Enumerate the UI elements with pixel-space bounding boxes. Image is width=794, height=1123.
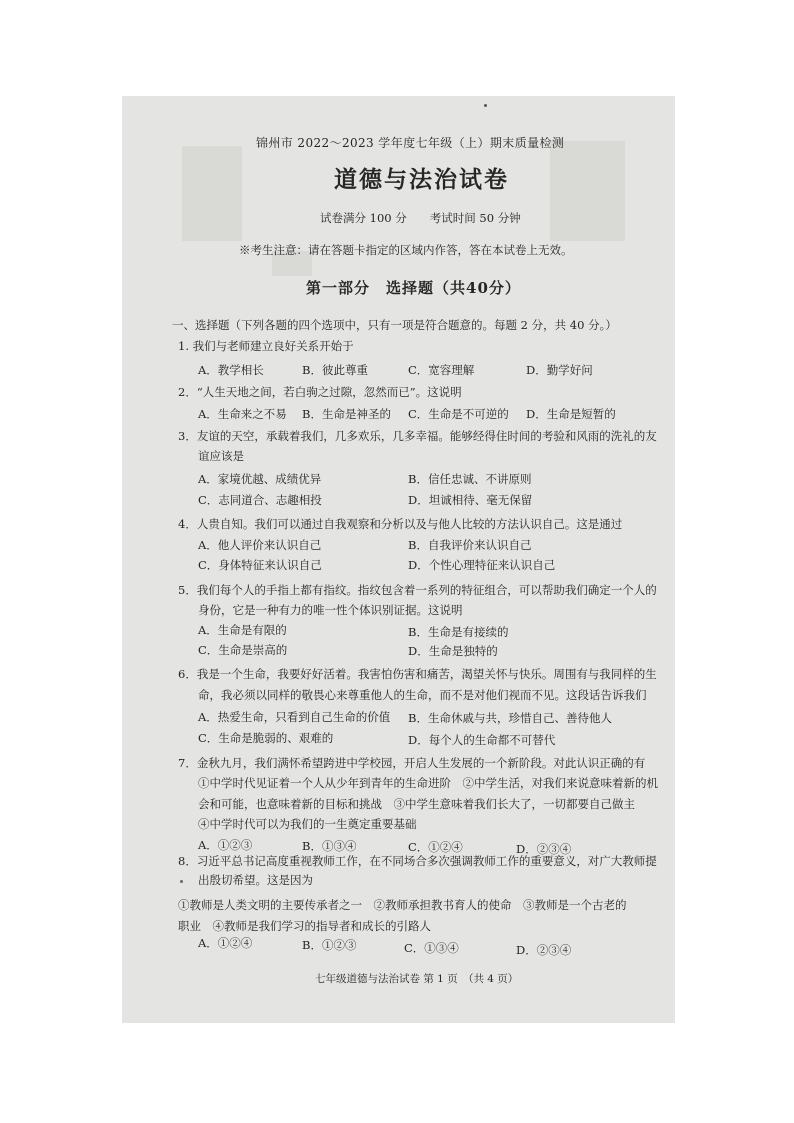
answer-option: D．②③④: [516, 842, 572, 856]
bleed-through-rect: [550, 141, 625, 241]
answer-option: C．生命是脆弱的、艰难的: [198, 731, 334, 745]
answer-option: B．自我评价来认识自己: [408, 538, 532, 552]
answer-option: D．勤学好问: [526, 363, 593, 377]
question-stem: ①中学时代见证着一个人从少年到青年的生命进阶 ②中学生活，对我们来说意味着新的机: [198, 776, 658, 790]
section-instruction: 一、选择题（下列各题的四个选项中，只有一项是符合题意的。每题 2 分，共 40 分。）: [172, 318, 617, 332]
paper-title: 道德与法治试卷: [334, 166, 509, 193]
answer-option: D．个性心理特征来认识自己: [408, 558, 556, 572]
question-stem: 出殷切希望。这是因为: [198, 873, 313, 887]
speck-mark: [484, 104, 487, 107]
question-stem: 谊应该是: [198, 449, 244, 463]
question-stem: 1. 我们与老师建立良好关系开始于: [178, 339, 354, 353]
answer-option: A．热爱生命，只看到自己生命的价值: [198, 710, 391, 724]
answer-option: D．每个人的生命都不可替代: [408, 733, 556, 747]
answer-option: A．生命来之不易: [198, 407, 287, 421]
answer-option: D．②③④: [516, 943, 572, 957]
answer-option: A．他人评价来认识自己: [198, 538, 322, 552]
question-stem: 会和可能，也意味着新的目标和挑战 ③中学生意味着我们长大了，一切都要自己做主: [198, 797, 635, 811]
answer-option: D．坦诚相待、毫无保留: [408, 493, 533, 507]
answer-option: C．生命是不可逆的: [408, 407, 509, 421]
answer-option: C．生命是崇高的: [198, 643, 288, 657]
question-stem: 2．“人生天地之间，若白驹之过隙，忽然而已”。这说明: [178, 385, 462, 399]
answer-option: D．生命是短暂的: [526, 407, 616, 421]
question-stem: 职业 ④教师是我们学习的指导者和成长的引路人: [178, 919, 431, 933]
question-stem: 命，我必须以同样的敬畏心来尊重他人的生命，而不是对他们视而不见。这段话告诉我们: [198, 688, 647, 702]
answer-option: B．生命是神圣的: [302, 407, 391, 421]
exam-paper-photo: [122, 96, 675, 1023]
question-stem: ④中学时代可以为我们的一生奠定重要基础: [198, 817, 417, 831]
answer-option: A．家境优越、成绩优异: [198, 472, 322, 486]
answer-option: A．教学相长: [198, 363, 264, 377]
answer-option: C．志同道合、志趣相投: [198, 493, 322, 507]
answer-option: C．①③④: [404, 941, 459, 955]
question-stem: 3．友谊的天空，承载着我们，几多欢乐，几多幸福。能够经得住时间的考验和风雨的洗礼的友: [178, 429, 657, 443]
answer-option: A．①②④: [198, 936, 253, 950]
answer-option: C．宽容理解: [408, 363, 475, 377]
answer-option: C．①②④: [408, 840, 463, 854]
answer-option: B．①②③: [302, 938, 357, 952]
question-stem: 5．我们每个人的手指上都有指纹。指纹包含着一系列的特征组合，可以帮助我们确定一个人的: [178, 583, 657, 597]
answer-option: B．生命休戚与共，珍惜自己、善待他人: [408, 711, 612, 725]
answer-option: B．①③④: [302, 839, 357, 853]
question-stem: ①教师是人类文明的主要传承者之一 ②教师承担教书育人的使命 ③教师是一个古老的: [178, 898, 627, 912]
question-stem: 身份，它是一种有力的唯一性个体识别证据。这说明: [198, 603, 463, 617]
bleed-through-rect: [182, 146, 242, 241]
exam-info: 试卷满分 100 分 考试时间 50 分钟: [320, 211, 521, 225]
answer-option: A．①②③: [198, 838, 253, 852]
question-stem: 7．金秋九月，我们满怀希望跨进中学校园，开启人生发展的一个新阶段。对此认识正确的有: [178, 756, 646, 770]
answer-option: B．彼此尊重: [302, 363, 368, 377]
speck-mark: [180, 880, 183, 883]
answer-option: A．生命是有限的: [198, 623, 287, 637]
question-stem: 6．我是一个生命，我要好好活着。我害怕伤害和痛苦，渴望关怀与快乐。周围有与我同样的生: [178, 667, 657, 681]
question-stem: 8．习近平总书记高度重视教师工作，在不同场合多次强调教师工作的重要意义，对广大教师提: [178, 854, 657, 868]
exam-notice: ※考生注意：请在答题卡指定的区域内作答，答在本试卷上无效。: [239, 243, 573, 257]
part-heading: 第一部分 选择题（共40分）: [306, 279, 521, 297]
answer-option: D．生命是独特的: [408, 644, 498, 658]
page-footer: 七年级道德与法治试卷 第 1 页 （共 4 页）: [315, 973, 519, 985]
exam-title: 锦州市 2022～2023 学年度七年级（上）期末质量检测: [256, 136, 565, 150]
question-stem: 4．人贵自知。我们可以通过自我观察和分析以及与他人比较的方法认识自己。这是通过: [178, 517, 623, 531]
answer-option: C．身体特征来认识自己: [198, 558, 322, 572]
answer-option: B．信任忠诚、不讲原则: [408, 472, 532, 486]
answer-option: B．生命是有接续的: [408, 625, 509, 639]
